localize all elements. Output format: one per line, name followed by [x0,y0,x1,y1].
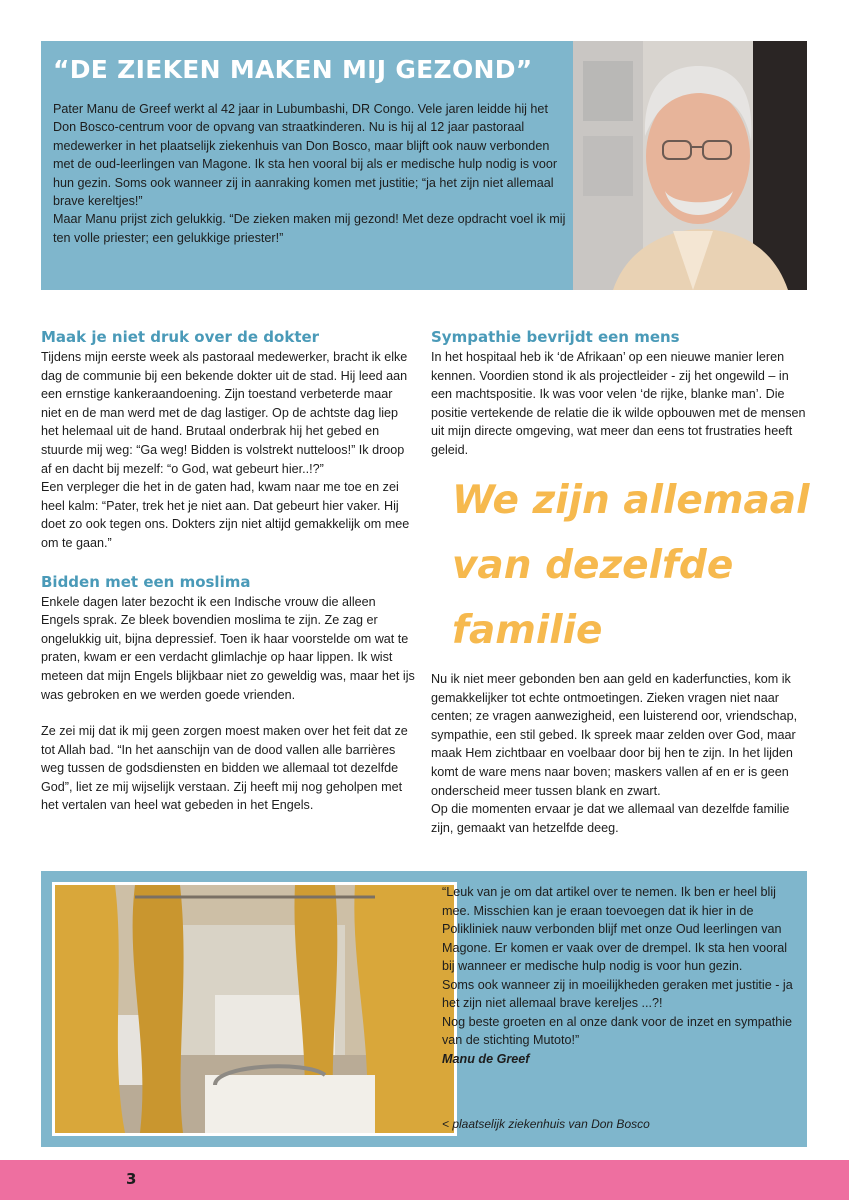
pull-quote-line: We zijn allemaal [452,478,810,523]
right-column-bottom [431,670,807,837]
letter-text [442,883,794,1068]
letter-paragraph: Nog beste groeten en al onze dank voor de inzet en sympathie van de stichting Mutoto!” [442,1014,793,1047]
section-heading: Maak je niet druk over de dokter [41,328,320,346]
intro-box [41,41,807,290]
intro-text [53,55,573,247]
right-column-top [431,326,807,460]
body-paragraph: In het hospitaal heb ik ‘de Afrikaan’ op een nieuwe manier leren kennen. Voordien stond ik als projectleider - zij het ongewild – in een machtspositie. Ik was voor velen ‘de rijke, blanke man’. Die positie vertekende de relatie die ik wilde opbouwen met de mensen uit mijn directe omgeving, wat meer dan eens tot frustraties heeft geleid. [431,350,806,457]
section-heading: Bidden met een moslima [41,572,251,591]
section-heading: Sympathie bevrijdt een mens [431,328,680,346]
article-title: “DE ZIEKEN MAKEN MIJ GEZOND” [53,55,533,84]
body-paragraph: Op die momenten ervaar je dat we allemaal van dezelfde familie zijn, gemaakt van hetzelfde deeg. [431,802,790,835]
body-paragraph: Een verpleger die het in de gaten had, kwam naar me toe en zei heel kalm: “Pater, trek het je niet aan. Dat gebeurt hier vaker. Hij doet zo ook tegen ons. Dokters zijn niet altijd gemakkelijk om mee om te gaan.” [41,480,410,550]
signature: Manu de Greef [442,1051,530,1066]
page-number: 3 [126,1170,137,1188]
left-column [41,326,416,815]
intro-paragraph: Maar Manu prijst zich gelukkig. “De zieken maken mij gezond! Met deze opdracht voel ik mij ten volle priester; een gelukkige priester!” [53,212,566,245]
footer-bar [0,1160,849,1200]
pull-quote-line: familie [452,608,603,653]
hospital-photo [52,882,457,1136]
letter-box [41,871,807,1147]
body-paragraph: Ze zei mij dat ik mij geen zorgen moest maken over het feit dat ze tot Allah bad. “In het aanschijn van de dood vallen alle barrières weg tussen de godsdiensten en bidden we allemaal tot dezelfde God”, liet ze mij wijselijk verstaan. Zij heeft mij nog geholpen met het vertalen van heel wat gebeden in het Engels. [41,724,408,813]
letter-paragraph: Soms ook wanneer zij in moeilijkheden geraken met justitie - ja het zijn niet allemaal brave kereljes ...?! [442,977,793,1010]
body-paragraph: Enkele dagen later bezocht ik een Indische vrouw die alleen Engels sprak. Ze bleek bovendien moslima te zijn. Ze zag er ongelukkig uit, bijna depressief. Toen ik haar voorstelde om wat te praten, kwam er een verdacht glimlachje op haar lippen. Ik wist meteen dat mijn Engels blijkbaar niet zo geweldig was, maar het ijs was gebroken en we werden goede vrienden. [41,594,415,702]
body-paragraph: Tijdens mijn eerste week als pastoraal medewerker, bracht ik elke dag de communie bij een bekende dokter uit de stad. Hij leed aan een ernstige kankeraandoening. Zijn toestand verbeterde maar niet en de man werd met de dag lastiger. Op de achtste dag liep het helemaal uit de hand. Brutaal onderbrak hij het gebed en stuurde mij weg: “Ga weg! Bidden is volstrekt nutteloos!” Ik droop af en dacht bij mezelf: “o God, wat gebeurt hier..!?” [41,350,408,476]
photo-caption: < plaatselijk ziekenhuis van Don Bosco [442,1117,650,1131]
pull-quote-line: van dezelfde [452,543,734,588]
pull-quote [452,468,810,663]
body-paragraph: Nu ik niet meer gebonden ben aan geld en kaderfuncties, kom ik gemakkelijker tot echte ontmoetingen. Zieken vragen niet naar centen; ze vragen aanwezigheid, een luisterend oor, vriendschap, sympathie, een stil gebed. Ik spreek maar zelden over God, maar maak Hem zichtbaar en voelbaar door bij hen te zijn. In het lijden komt de ware mens naar boven; maskers vallen af en er is geen onderscheid meer tussen blank en zwart. [431,672,798,798]
portrait-photo [573,41,807,290]
intro-paragraph: Pater Manu de Greef werkt al 42 jaar in Lubumbashi, DR Congo. Vele jaren leidde hij het Don Bosco-centrum voor de opvang van straatkinderen. Nu is hij al 12 jaar pastoraal medewerker in het plaatselijk ziekenhuis van Don Bosco, maar blijft ook nauw verbonden met de oud-leerlingen van Magone. Ik sta hen vooral bij als er medische hulp nodig is voor hun gezin. Soms ook wanneer zij in aanraking komen met justitie; “ja het zijn niet allemaal brave kereltjes!” [53,102,558,209]
letter-paragraph: “Leuk van je om dat artikel over te nemen. Ik ben er heel blij mee. Misschien kan je eraan toevoegen dat ik hier in de Polikliniek nauw verbonden blijf met onze Oud leerlingen van Magone. Er komen er vaak over de drempel. Ik sta hen vooral bij wanneer er medische hulp nodig is voor hun gezin. [442,885,788,973]
